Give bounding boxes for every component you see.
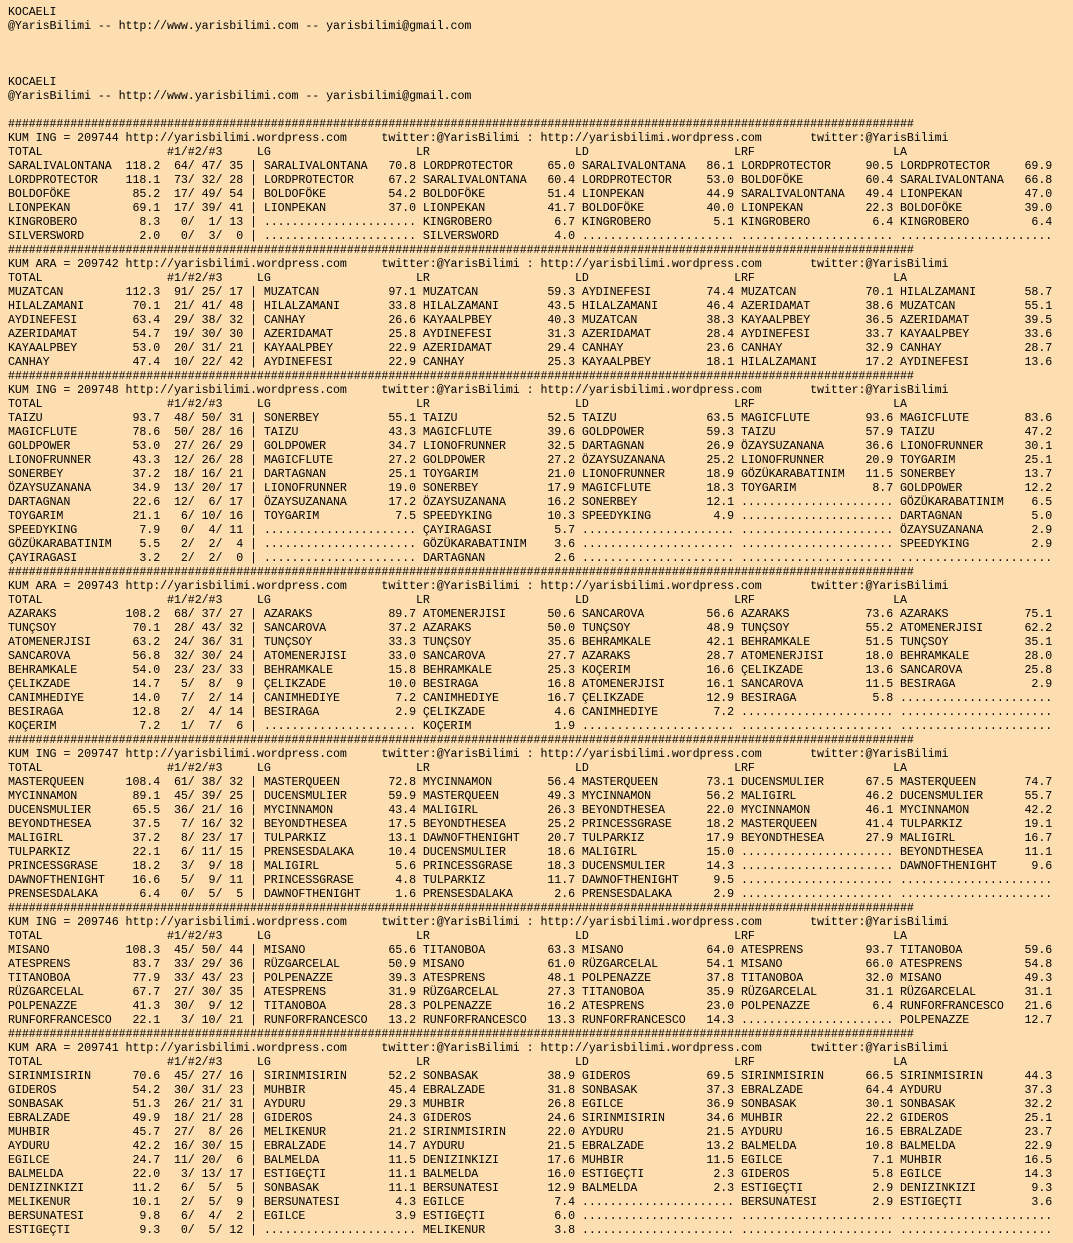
race-title-line: KUM ARA = 209741 http://yarisbilimi.wordpress.com twitter:@YarisBilimi : http://yarisbilimi.wordpress.com twitter:@YarisBilimi — [8, 1041, 949, 1055]
table-row: MELIKENUR 10.1 2/ 5/ 9 | BERSUNATESI 4.3 EGILCE 7.4 ...................... BERSUNATESI 2.9 ESTIGEÇTI 3.6 — [8, 1195, 1053, 1209]
table-row: DENIZINKIZI 11.2 6/ 5/ 5 | SONBASAK 11.1 BERSUNATESI 12.9 BALMELDA 2.3 ESTIGEÇTI 2.9 DENIZINKIZI 9.3 — [8, 1181, 1053, 1195]
table-row: SILVERSWORD 2.0 0/ 3/ 0 | ...................... SILVERSWORD 4.0 ...................... ...................... ...................... — [8, 229, 1053, 243]
table-row: ÖZAYSUZANANA 34.9 13/ 20/ 17 | LIONOFRUNNER 19.0 SONERBEY 17.9 MAGICFLUTE 18.3 TOYGARIM 8.7 GOLDPOWER 12.2 — [8, 481, 1053, 495]
table-row: TUNÇSOY 70.1 28/ 43/ 32 | SANCAROVA 37.2 AZARAKS 50.0 TUNÇSOY 48.9 TUNÇSOY 55.2 ATOMENERJISI 62.2 — [8, 621, 1053, 635]
table-row: EGILCE 24.7 11/ 20/ 6 | BALMELDA 11.5 DENIZINKIZI 17.6 MUHBIR 11.5 EGILCE 7.1 MUHBIR 16.5 — [8, 1153, 1053, 1167]
table-row: KAYAALPBEY 53.0 20/ 31/ 21 | KAYAALPBEY 22.9 AZERIDAMAT 29.4 CANHAY 23.6 CANHAY 32.9 CANHAY 28.7 — [8, 341, 1053, 355]
table-row: TULPARKIZ 22.1 6/ 11/ 15 | PRENSESDALAKA 10.4 DUCENSMULIER 18.6 MALIGIRL 15.0 ...................... BEYONDTHESEA 11.1 — [8, 845, 1053, 859]
table-row: GOLDPOWER 53.0 27/ 26/ 29 | GOLDPOWER 34.7 LIONOFRUNNER 32.5 DARTAGNAN 26.9 ÖZAYSUZANANA 36.6 LIONOFRUNNER 30.1 — [8, 439, 1053, 453]
table-row: SPEEDYKING 7.9 0/ 4/ 11 | ...................... ÇAYIRAGASI 5.7 ...................... ...................... ÖZAYSUZANANA 2.9 — [8, 523, 1053, 537]
table-row: ÇELIKZADE 14.7 5/ 8/ 9 | ÇELIKZADE 10.0 BESIRAGA 16.8 ATOMENERJISI 16.1 SANCAROVA 11.5 BESIRAGA 2.9 — [8, 677, 1053, 691]
table-row: MISANO 108.3 45/ 50/ 44 | MISANO 65.6 TITANOBOA 63.3 MISANO 64.0 ATESPRENS 93.7 TITANOBOA 59.6 — [8, 943, 1053, 957]
table-row: KINGROBERO 8.3 0/ 1/ 13 | ...................... KINGROBERO 6.7 KINGROBERO 5.1 KINGROBERO 6.4 KINGROBERO 6.4 — [8, 215, 1053, 229]
table-row: AYDURU 42.2 16/ 30/ 15 | EBRALZADE 14.7 AYDURU 21.5 EBRALZADE 13.2 BALMELDA 10.8 BALMELDA 22.9 — [8, 1139, 1053, 1153]
race-title-line: KUM ARA = 209742 http://yarisbilimi.wordpress.com twitter:@YarisBilimi : http://yarisbilimi.wordpress.com twitter:@YarisBilimi — [8, 257, 949, 271]
separator-line: ################################################################################################################################### — [8, 901, 914, 915]
table-row: BERSUNATESI 9.8 6/ 4/ 2 | EGILCE 3.9 ESTIGEÇTI 6.0 ...................... ...................... ...................... — [8, 1209, 1053, 1223]
column-header-line: TOTAL #1/#2/#3 LG LR LD LRF LA — [8, 929, 907, 943]
table-row: MAGICFLUTE 78.6 50/ 28/ 16 | TAIZU 43.3 MAGICFLUTE 39.6 GOLDPOWER 59.3 TAIZU 57.9 TAIZU 47.2 — [8, 425, 1053, 439]
table-row: ESTIGEÇTI 9.3 0/ 5/ 12 | ...................... MELIKENUR 3.8 ...................... ...................... ...................... — [8, 1223, 1053, 1237]
race-title-line: KUM ING = 209744 http://yarisbilimi.wordpress.com twitter:@YarisBilimi : http://yarisbilimi.wordpress.com twitter:@YarisBilimi — [8, 131, 949, 145]
contact-line: @YarisBilimi -- http://www.yarisbilimi.com -- yarisbilimi@gmail.com — [8, 19, 472, 33]
separator-line: ################################################################################################################################### — [8, 369, 914, 383]
column-header-line: TOTAL #1/#2/#3 LG LR LD LRF LA — [8, 593, 907, 607]
table-row: BEYONDTHESEA 37.5 7/ 16/ 32 | BEYONDTHESEA 17.5 BEYONDTHESEA 25.2 PRINCESSGRASE 18.2 MASTERQUEEN 41.4 TULPARKIZ 19.1 — [8, 817, 1053, 831]
table-row: MYCINNAMON 89.1 45/ 39/ 25 | DUCENSMULIER 59.9 MASTERQUEEN 49.3 MYCINNAMON 56.2 MALIGIRL 46.2 DUCENSMULIER 55.7 — [8, 789, 1053, 803]
separator-line: ################################################################################################################################### — [8, 243, 914, 257]
table-row: MUHBIR 45.7 27/ 8/ 26 | MELIKENUR 21.2 SIRINMISIRIN 22.0 AYDURU 21.5 AYDURU 16.5 EBRALZADE 23.7 — [8, 1125, 1053, 1139]
table-row: CANIMHEDIYE 14.0 7/ 2/ 14 | CANIMHEDIYE 7.2 CANIMHEDIYE 16.7 ÇELIKZADE 12.9 BESIRAGA 5.8 ...................... — [8, 691, 1053, 705]
table-row: HILALZAMANI 70.1 21/ 41/ 48 | HILALZAMANI 33.8 HILALZAMANI 43.5 HILALZAMANI 46.4 AZERIDAMAT 38.6 MUZATCAN 55.1 — [8, 299, 1053, 313]
table-row: CANHAY 47.4 10/ 22/ 42 | AYDINEFESI 22.9 CANHAY 25.3 KAYAALPBEY 18.1 HILALZAMANI 17.2 AYDINEFESI 13.6 — [8, 355, 1053, 369]
race-title-line: KUM ING = 209746 http://yarisbilimi.wordpress.com twitter:@YarisBilimi : http://yarisbilimi.wordpress.com twitter:@YarisBilimi — [8, 915, 949, 929]
table-row: ATOMENERJISI 63.2 24/ 36/ 31 | TUNÇSOY 33.3 TUNÇSOY 35.6 BEHRAMKALE 42.1 BEHRAMKALE 51.5 TUNÇSOY 35.1 — [8, 635, 1053, 649]
table-row: SONERBEY 37.2 18/ 16/ 21 | DARTAGNAN 25.1 TOYGARIM 21.0 LIONOFRUNNER 18.9 GÖZÜKARABATINIM 11.5 SONERBEY 13.7 — [8, 467, 1053, 481]
race-report — [8, 117, 1052, 1237]
table-row: DARTAGNAN 22.6 12/ 6/ 17 | ÖZAYSUZANANA 17.2 ÖZAYSUZANANA 16.2 SONERBEY 12.1 ...................... GÖZÜKARABATINIM 6.5 — [8, 495, 1053, 509]
separator-line: ################################################################################################################################### — [8, 117, 914, 131]
table-row: BOLDOFÖKE 85.2 17/ 49/ 54 | BOLDOFÖKE 54.2 BOLDOFÖKE 51.4 LIONPEKAN 44.9 SARALIVALONTANA 49.4 LIONPEKAN 47.0 — [8, 187, 1053, 201]
table-row: MUZATCAN 112.3 91/ 25/ 17 | MUZATCAN 97.1 MUZATCAN 59.3 AYDINEFESI 74.4 MUZATCAN 70.1 HILALZAMANI 58.7 — [8, 285, 1053, 299]
table-row: DAWNOFTHENIGHT 16.6 5/ 9/ 11 | PRINCESSGRASE 4.8 TULPARKIZ 11.7 DAWNOFTHENIGHT 9.5 ...................... ...................... — [8, 873, 1053, 887]
race-title-line: KUM ING = 209748 http://yarisbilimi.wordpress.com twitter:@YarisBilimi : http://yarisbilimi.wordpress.com twitter:@YarisBilimi — [8, 383, 949, 397]
table-row: LIONPEKAN 69.1 17/ 39/ 41 | LIONPEKAN 37.0 LIONPEKAN 41.7 BOLDOFÖKE 40.0 LIONPEKAN 22.3 BOLDOFÖKE 39.0 — [8, 201, 1053, 215]
table-row: SONBASAK 51.3 26/ 21/ 31 | AYDURU 29.3 MUHBIR 26.8 EGILCE 36.9 SONBASAK 30.1 SONBASAK 32.2 — [8, 1097, 1053, 1111]
table-row: TOYGARIM 21.1 6/ 10/ 16 | TOYGARIM 7.5 SPEEDYKING 10.3 SPEEDYKING 4.9 ...................... DARTAGNAN 5.0 — [8, 509, 1053, 523]
table-row: BEHRAMKALE 54.0 23/ 23/ 33 | BEHRAMKALE 15.8 BEHRAMKALE 25.3 KOÇERIM 16.6 ÇELIKZADE 13.6 SANCAROVA 25.8 — [8, 663, 1053, 677]
table-row: BESIRAGA 12.8 2/ 4/ 14 | BESIRAGA 2.9 ÇELIKZADE 4.6 CANIMHEDIYE 7.2 ...................... ...................... — [8, 705, 1053, 719]
table-row: POLPENAZZE 41.3 30/ 9/ 12 | TITANOBOA 28.3 POLPENAZZE 16.2 ATESPRENS 23.0 POLPENAZZE 6.4 RUNFORFRANCESCO 21.6 — [8, 999, 1053, 1013]
column-header-line: TOTAL #1/#2/#3 LG LR LD LRF LA — [8, 145, 907, 159]
column-header-line: TOTAL #1/#2/#3 LG LR LD LRF LA — [8, 761, 907, 775]
contact-line: @YarisBilimi -- http://www.yarisbilimi.com -- yarisbilimi@gmail.com — [8, 89, 472, 103]
race-title-line: KUM ING = 209747 http://yarisbilimi.wordpress.com twitter:@YarisBilimi : http://yarisbilimi.wordpress.com twitter:@YarisBilimi — [8, 747, 949, 761]
table-row: TITANOBOA 77.9 33/ 43/ 23 | POLPENAZZE 39.3 ATESPRENS 48.1 POLPENAZZE 37.8 TITANOBOA 32.0 MISANO 49.3 — [8, 971, 1053, 985]
table-row: BALMELDA 22.0 3/ 13/ 17 | ESTIGEÇTI 11.1 BALMELDA 16.0 ESTIGEÇTI 2.3 GIDEROS 5.8 EGILCE 14.3 — [8, 1167, 1053, 1181]
race-title-line: KUM ARA = 209743 http://yarisbilimi.wordpress.com twitter:@YarisBilimi : http://yarisbilimi.wordpress.com twitter:@YarisBilimi — [8, 579, 949, 593]
table-row: PRENSESDALAKA 6.4 0/ 5/ 5 | DAWNOFTHENIGHT 1.6 PRENSESDALAKA 2.6 PRENSESDALAKA 2.9 ...................... ...................... — [8, 887, 1053, 901]
table-row: LIONOFRUNNER 43.3 12/ 26/ 28 | MAGICFLUTE 27.2 GOLDPOWER 27.2 ÖZAYSUZANANA 25.2 LIONOFRUNNER 20.9 TOYGARIM 25.1 — [8, 453, 1053, 467]
table-row: TAIZU 93.7 48/ 50/ 31 | SONERBEY 55.1 TAIZU 52.5 TAIZU 63.5 MAGICFLUTE 93.6 MAGICFLUTE 83.6 — [8, 411, 1053, 425]
table-row: EBRALZADE 49.9 18/ 21/ 28 | GIDEROS 24.3 GIDEROS 24.6 SIRINMISIRIN 34.6 MUHBIR 22.2 GIDEROS 25.1 — [8, 1111, 1053, 1125]
table-row: AZARAKS 108.2 68/ 37/ 27 | AZARAKS 89.7 ATOMENERJISI 50.6 SANCAROVA 56.6 AZARAKS 73.6 AZARAKS 75.1 — [8, 607, 1053, 621]
separator-line: ################################################################################################################################### — [8, 733, 914, 747]
table-row: DUCENSMULIER 65.5 36/ 21/ 16 | MYCINNAMON 43.4 MALIGIRL 26.3 BEYONDTHESEA 22.0 MYCINNAMON 46.1 MYCINNAMON 42.2 — [8, 803, 1053, 817]
table-row: SANCAROVA 56.8 32/ 30/ 24 | ATOMENERJISI 33.0 SANCAROVA 27.7 AZARAKS 28.7 ATOMENERJISI 18.0 BEHRAMKALE 28.0 — [8, 649, 1053, 663]
table-row: GÖZÜKARABATINIM 5.5 2/ 2/ 4 | ...................... GÖZÜKARABATINIM 3.6 ...................... ...................... SPEEDYKING 2.9 — [8, 537, 1053, 551]
city-name: KOCAELI — [8, 75, 57, 89]
table-row: SARALIVALONTANA 118.2 64/ 47/ 35 | SARALIVALONTANA 70.8 LORDPROTECTOR 65.0 SARALIVALONTANA 86.1 LORDPROTECTOR 90.5 LORDPROTECTOR 69.9 — [8, 159, 1053, 173]
page-header-top — [8, 5, 471, 33]
column-header-line: TOTAL #1/#2/#3 LG LR LD LRF LA — [8, 1055, 907, 1069]
separator-line: ################################################################################################################################### — [8, 565, 914, 579]
table-row: MALIGIRL 37.2 8/ 23/ 17 | TULPARKIZ 13.1 DAWNOFTHENIGHT 20.7 TULPARKIZ 17.9 BEYONDTHESEA 27.9 MALIGIRL 16.7 — [8, 831, 1053, 845]
table-row: RUNFORFRANCESCO 22.1 3/ 10/ 21 | RUNFORFRANCESCO 13.2 RUNFORFRANCESCO 13.3 RUNFORFRANCESCO 14.3 ...................... POLPENAZZE 12.7 — [8, 1013, 1053, 1027]
table-row: PRINCESSGRASE 18.2 3/ 9/ 18 | MALIGIRL 5.6 PRINCESSGRASE 18.3 DUCENSMULIER 14.3 ...................... DAWNOFTHENIGHT 9.6 — [8, 859, 1053, 873]
separator-line: ################################################################################################################################### — [8, 1027, 914, 1041]
table-row: AYDINEFESI 63.4 29/ 38/ 32 | CANHAY 26.6 KAYAALPBEY 40.3 MUZATCAN 38.3 KAYAALPBEY 36.5 AZERIDAMAT 39.5 — [8, 313, 1053, 327]
table-row: ATESPRENS 83.7 33/ 29/ 36 | RÜZGARCELAL 50.9 MISANO 61.0 RÜZGARCELAL 54.1 MISANO 66.0 ATESPRENS 54.8 — [8, 957, 1053, 971]
city-name: KOCAELI — [8, 5, 57, 19]
table-row: SIRINMISIRIN 70.6 45/ 27/ 16 | SIRINMISIRIN 52.2 SONBASAK 38.9 GIDEROS 69.5 SIRINMISIRIN 66.5 SIRINMISIRIN 44.3 — [8, 1069, 1053, 1083]
table-row: MASTERQUEEN 108.4 61/ 38/ 32 | MASTERQUEEN 72.8 MYCINNAMON 56.4 MASTERQUEEN 73.1 DUCENSMULIER 67.5 MASTERQUEEN 74.7 — [8, 775, 1053, 789]
table-row: RÜZGARCELAL 67.7 27/ 30/ 35 | ATESPRENS 31.9 RÜZGARCELAL 27.3 TITANOBOA 35.9 RÜZGARCELAL 31.1 RÜZGARCELAL 31.1 — [8, 985, 1053, 999]
table-row: AZERIDAMAT 54.7 19/ 30/ 30 | AZERIDAMAT 25.8 AYDINEFESI 31.3 AZERIDAMAT 28.4 AYDINEFESI 33.7 KAYAALPBEY 33.6 — [8, 327, 1053, 341]
page-header-repeat — [8, 75, 471, 103]
table-row: KOÇERIM 7.2 1/ 7/ 6 | ...................... KOÇERIM 1.9 ...................... ...................... ...................... — [8, 719, 1053, 733]
column-header-line: TOTAL #1/#2/#3 LG LR LD LRF LA — [8, 271, 907, 285]
table-row: ÇAYIRAGASI 3.2 2/ 2/ 0 | ...................... DARTAGNAN 2.6 ...................... ...................... ...................... — [8, 551, 1053, 565]
table-row: LORDPROTECTOR 118.1 73/ 32/ 28 | LORDPROTECTOR 67.2 SARALIVALONTANA 60.4 LORDPROTECTOR 53.0 BOLDOFÖKE 60.4 SARALIVALONTANA 66.8 — [8, 173, 1053, 187]
column-header-line: TOTAL #1/#2/#3 LG LR LD LRF LA — [8, 397, 907, 411]
table-row: GIDEROS 54.2 30/ 31/ 23 | MUHBIR 45.4 EBRALZADE 31.8 SONBASAK 37.3 EBRALZADE 64.4 AYDURU 37.3 — [8, 1083, 1053, 1097]
